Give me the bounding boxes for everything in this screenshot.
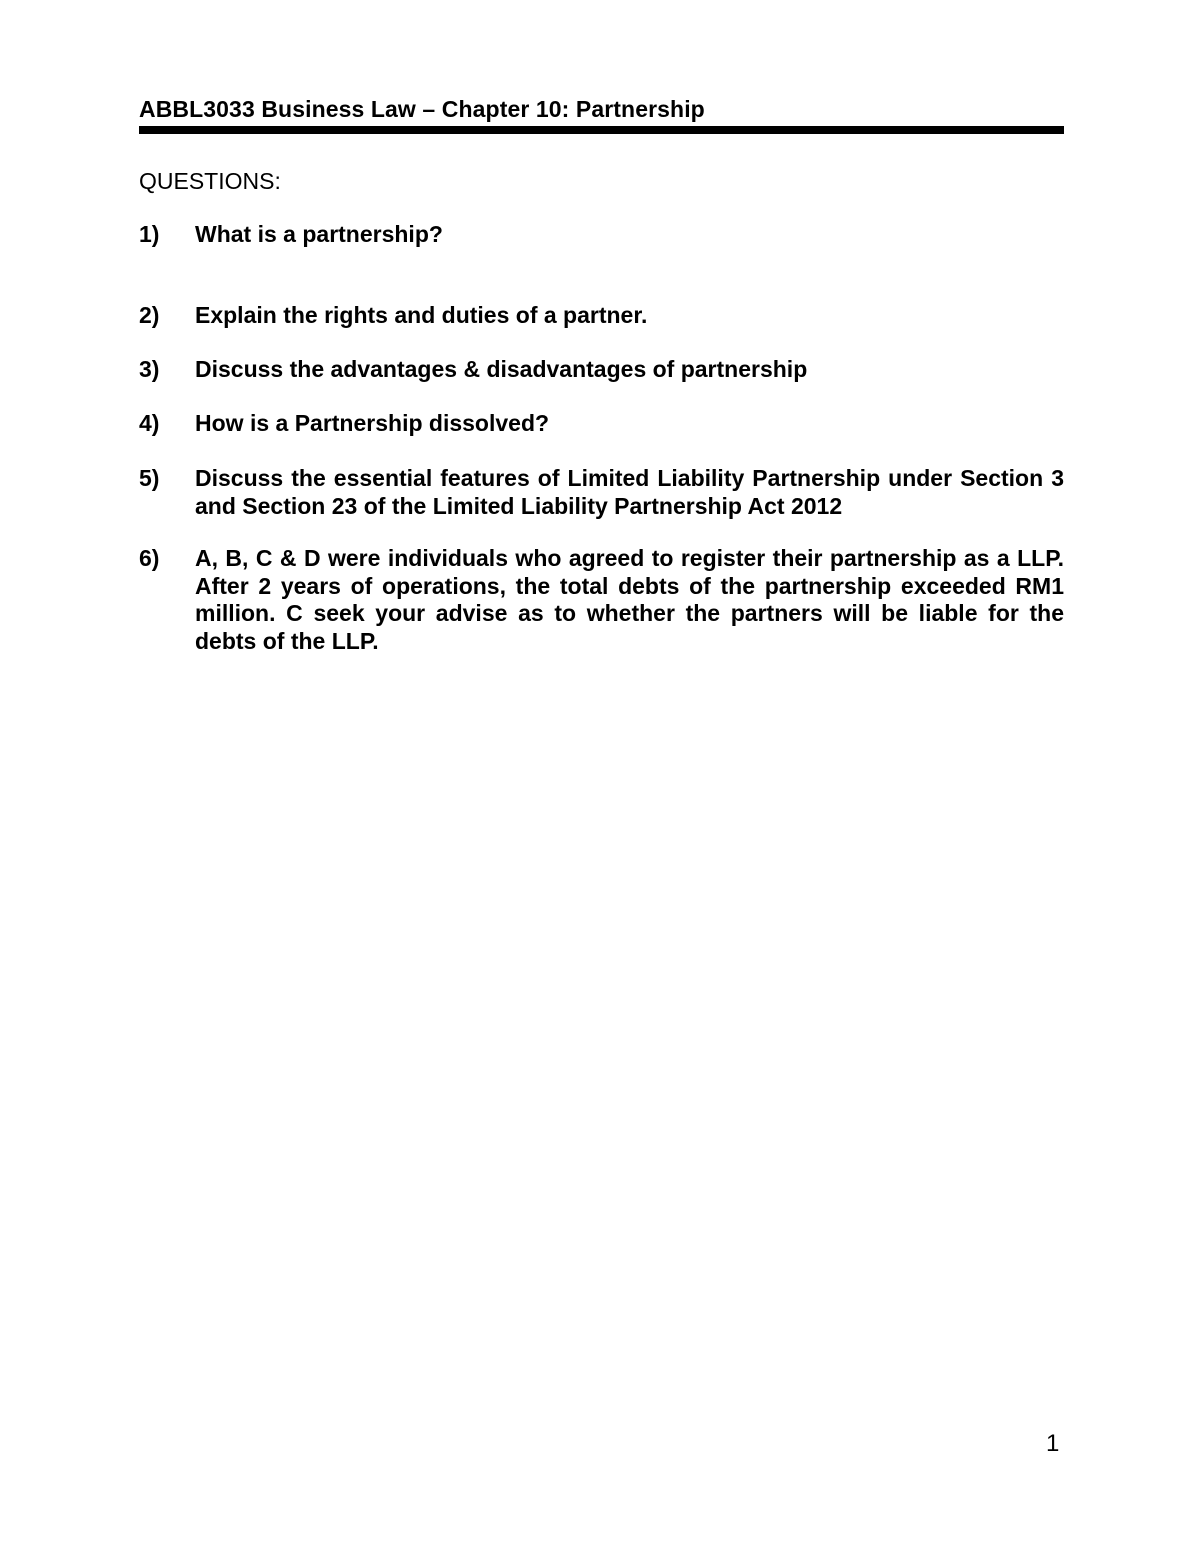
questions-heading: QUESTIONS: [139, 168, 281, 194]
question-text: What is a partnership? [195, 221, 443, 247]
question-text: Discuss the essential features of Limited Liability Partnership under Section 3 and Section 23 of the Limited Liability Partnership Act 2012 [195, 465, 1064, 519]
header-rule [139, 126, 1064, 134]
question-item [139, 465, 1064, 520]
question-text: Explain the rights and duties of a partner. [195, 302, 648, 328]
document-title: ABBL3033 Business Law – Chapter 10: Partnership [139, 96, 705, 122]
question-text: Discuss the advantages & disadvantages of partnership [195, 356, 808, 382]
question-item [139, 356, 1064, 384]
question-number: 2) [139, 302, 160, 328]
question-item [139, 545, 1064, 655]
question-text: How is a Partnership dissolved? [195, 410, 550, 436]
question-number: 6) [139, 545, 160, 571]
question-number: 4) [139, 410, 160, 436]
question-item [139, 221, 1064, 249]
page-number: 1 [1046, 1430, 1060, 1457]
question-number: 1) [139, 221, 160, 247]
question-text: A, B, C & D were individuals who agreed to register their partnership as a LLP. After 2 years of operations, the total debts of the partnership exceeded RM1 million. C seek your advise as to whether the partners will be liable for the debts of the LLP. [195, 545, 1064, 654]
question-number: 3) [139, 356, 160, 382]
question-number: 5) [139, 465, 160, 491]
question-item [139, 410, 1064, 438]
question-item [139, 302, 1064, 330]
